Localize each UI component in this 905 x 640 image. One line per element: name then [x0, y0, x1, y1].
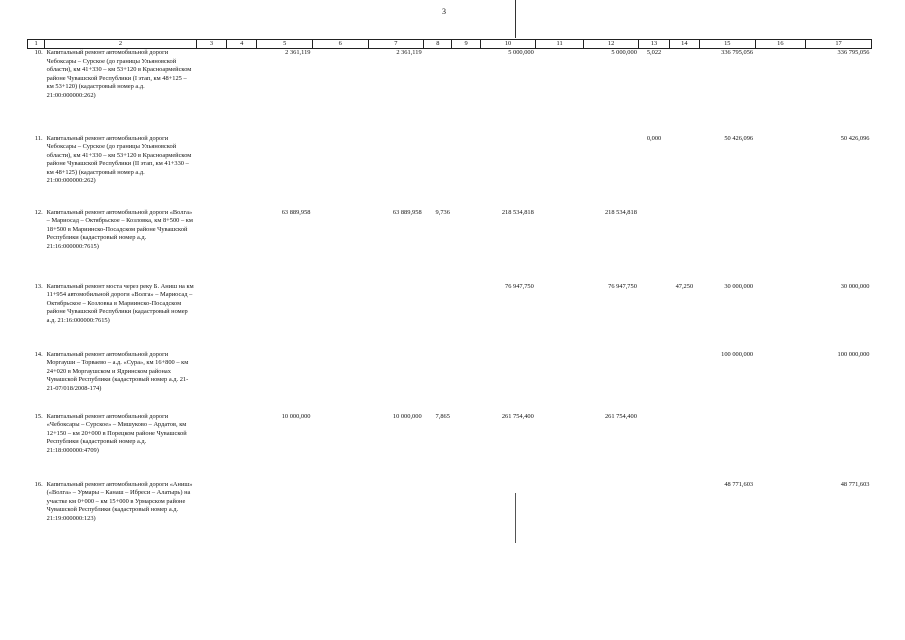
value-cell-17: [806, 209, 872, 283]
value-cell-12: [583, 351, 639, 413]
value-cell-9: [452, 351, 480, 413]
value-cell-5: [257, 481, 313, 541]
value-cell-15: 48 771,603: [724, 480, 754, 488]
value-cell-13: [639, 283, 669, 351]
value-cell-13: 5,022: [646, 49, 662, 56]
row-number: 11.: [34, 134, 43, 142]
value-cell-7: 63 889,958: [392, 208, 422, 216]
column-number-row: [28, 40, 872, 49]
value-cell-14: [669, 49, 699, 135]
value-cell-3: [196, 283, 226, 351]
value-cell-12: 76 947,750: [608, 282, 637, 290]
value-cell-4: [227, 351, 257, 413]
value-cell-11: [536, 49, 584, 135]
column-header: 4: [227, 40, 257, 49]
value-cell-3: [196, 413, 226, 481]
table-row: [28, 209, 872, 283]
column-header: 5: [257, 40, 313, 49]
column-header: 6: [312, 40, 368, 49]
value-cell-16: [755, 283, 806, 351]
value-cell-7: [368, 135, 424, 209]
value-cell-13: [639, 209, 669, 283]
object-name-cell: Капитальный ремонт автомобильной дороги «Аниш» («Волга» – Урмары – Канаш – Ибреси – Алатырь) на участке км 0+000 – км 15+000 в Урмарском районе Чувашской Республики (кадастровый номер а.д. 21:19:000000:123): [46, 480, 193, 522]
value-cell-8: 7,865: [435, 412, 450, 420]
value-cell-10: 261 754,400: [501, 412, 534, 420]
column-header: 8: [424, 40, 452, 49]
value-cell-12: 218 534,818: [604, 208, 637, 216]
value-cell-9: [452, 283, 480, 351]
row-number: 16.: [34, 480, 43, 488]
value-cell-14: [669, 135, 699, 209]
value-cell-9: [452, 413, 480, 481]
value-cell-6: [312, 481, 368, 541]
value-cell-11: [536, 413, 584, 481]
value-cell-3: [196, 209, 226, 283]
column-header: 3: [196, 40, 226, 49]
column-header: 2: [45, 40, 197, 49]
value-cell-16: [755, 209, 806, 283]
table-row: [28, 481, 872, 541]
object-name-cell: Капитальный ремонт автомобильной дороги «Волга» – Мариосад – Октябрьское – Козловка, км 8+500 – км 18+500 в Мариинско-Посадском районе Чувашской Республики (кадастровый номер а.д. 21:16:000000:7615): [46, 208, 193, 250]
column-header: 7: [368, 40, 424, 49]
value-cell-8: [424, 481, 452, 541]
vertical-rule-top: [515, 0, 516, 38]
value-cell-10: [480, 351, 536, 413]
column-header: 9: [452, 40, 480, 49]
value-cell-10: 5 000,000: [508, 49, 534, 56]
value-cell-3: [196, 351, 226, 413]
value-cell-6: [312, 49, 368, 135]
value-cell-17: 30 000,000: [840, 282, 870, 290]
object-name-cell: Капитальный ремонт автомобильной дороги Моргауши – Торваево – а.д. «Сура», км 16+800 – км 24+020 в Моргаушском и Ядринском районах Чувашской Республики (кадастровый номер а.д. 21-21-07/018/2008-174): [46, 350, 189, 392]
value-cell-12: 261 754,400: [604, 412, 637, 420]
value-cell-10: [480, 135, 536, 209]
value-cell-8: [424, 283, 452, 351]
value-cell-9: [452, 49, 480, 135]
value-cell-14: [669, 413, 699, 481]
value-cell-10: [480, 481, 536, 541]
value-cell-6: [312, 135, 368, 209]
value-cell-17: 48 771,603: [840, 480, 870, 488]
object-name-cell: Капитальный ремонт автомобильной дороги «Чебоксары – Сурское» – Мишуково – Ардатов, км 12+150 – км 20+000 в Порецком районе Чувашской Республики (кадастровый номер а.д. 21:18:000000:4709): [46, 412, 187, 454]
value-cell-10: 76 947,750: [505, 282, 534, 290]
column-header: 1: [28, 40, 45, 49]
value-cell-12: [583, 481, 639, 541]
column-header: 11: [536, 40, 584, 49]
value-cell-16: [755, 413, 806, 481]
value-cell-5: 63 889,958: [281, 208, 311, 216]
value-cell-5: [257, 351, 313, 413]
value-cell-4: [227, 481, 257, 541]
value-cell-3: [196, 135, 226, 209]
value-cell-13: [639, 413, 669, 481]
value-cell-17: [806, 413, 872, 481]
value-cell-4: [227, 413, 257, 481]
value-cell-15: [700, 413, 756, 481]
row-number: 15.: [34, 412, 43, 420]
value-cell-10: 218 534,818: [501, 208, 534, 216]
row-number: 13.: [34, 282, 43, 290]
value-cell-17: 50 426,096: [840, 134, 870, 142]
value-cell-16: [755, 49, 806, 135]
value-cell-11: [536, 351, 584, 413]
value-cell-7: 2 361,119: [396, 49, 422, 56]
value-cell-11: [536, 135, 584, 209]
table-row: [28, 351, 872, 413]
value-cell-17: 100 000,000: [837, 350, 870, 358]
object-name-cell: Капитальный ремонт автомобильной дороги Чебоксары – Сурское (до границы Ульяновской области), км 41+330 – км 53+120 в Красноармейском районе Чувашской Республики (II этап, км 41+330 – км 48+125) (кадастровый номер а.д. 21:00:000000:262): [46, 134, 192, 185]
value-cell-7: [368, 283, 424, 351]
value-cell-14: [669, 481, 699, 541]
value-cell-15: 50 426,096: [724, 134, 754, 142]
table-row: [28, 49, 872, 135]
column-header: 13: [639, 40, 669, 49]
value-cell-5: 10 000,000: [281, 412, 311, 420]
column-header: 10: [480, 40, 536, 49]
column-header: 14: [669, 40, 699, 49]
value-cell-5: [257, 135, 313, 209]
row-number: 12.: [34, 208, 43, 216]
page-number: 3: [442, 7, 446, 16]
value-cell-4: [227, 49, 257, 135]
row-number: 10.: [34, 49, 43, 56]
value-cell-14: [669, 351, 699, 413]
value-cell-3: [196, 49, 226, 135]
column-header: 17: [806, 40, 872, 49]
table-row: [28, 135, 872, 209]
value-cell-12: 5 000,000: [611, 49, 637, 56]
value-cell-6: [312, 283, 368, 351]
value-cell-8: [424, 351, 452, 413]
value-cell-9: [452, 481, 480, 541]
value-cell-11: [536, 209, 584, 283]
value-cell-8: [424, 135, 452, 209]
value-cell-8: [424, 49, 452, 135]
value-cell-16: [755, 351, 806, 413]
value-cell-5: [257, 283, 313, 351]
value-cell-7: 10 000,000: [392, 412, 422, 420]
column-header: 12: [583, 40, 639, 49]
value-cell-16: [755, 135, 806, 209]
value-cell-9: [452, 135, 480, 209]
row-number: 14.: [34, 350, 43, 358]
value-cell-6: [312, 351, 368, 413]
table-row: [28, 413, 872, 481]
value-cell-14: [669, 209, 699, 283]
value-cell-6: [312, 413, 368, 481]
value-cell-15: 336 795,056: [721, 49, 754, 56]
value-cell-12: [583, 135, 639, 209]
value-cell-15: [700, 209, 756, 283]
object-name-cell: Капитальный ремонт моста через реку Б. Аниш на км 11+954 автомобильной дороги «Волга» – Мариосад – Октябрьское – Козловка в Мариинско-Посадском районе Чувашской Республики (кадастровый номер а.д. 21:16:000000:7615): [46, 282, 194, 324]
object-name-cell: Капитальный ремонт автомобильной дороги Чебоксары – Сурское (до границы Ульяновской области), км 41+330 – км 53+120 в Красноармейском районе Чувашской Республики (I этап, км 48+125 – км 53+120) (кадастровый номер а.д. 21:00:000000:262): [46, 49, 192, 99]
value-cell-4: [227, 135, 257, 209]
value-cell-3: [196, 481, 226, 541]
value-cell-13: 0,000: [646, 134, 662, 142]
value-cell-7: [368, 351, 424, 413]
table-body: [28, 49, 872, 541]
value-cell-15: 30 000,000: [724, 282, 754, 290]
value-cell-11: [536, 283, 584, 351]
value-cell-6: [312, 209, 368, 283]
value-cell-5: 2 361,119: [285, 49, 311, 56]
value-cell-8: 9,736: [435, 208, 450, 216]
objects-table: [27, 39, 872, 541]
column-header: 15: [700, 40, 756, 49]
value-cell-13: [639, 481, 669, 541]
value-cell-9: [452, 209, 480, 283]
value-cell-4: [227, 209, 257, 283]
value-cell-7: [368, 481, 424, 541]
value-cell-14: 47,250: [675, 282, 694, 290]
value-cell-16: [755, 481, 806, 541]
value-cell-13: [639, 351, 669, 413]
column-header: 16: [755, 40, 806, 49]
table-row: [28, 283, 872, 351]
value-cell-4: [227, 283, 257, 351]
value-cell-11: [536, 481, 584, 541]
value-cell-17: 336 795,056: [837, 49, 870, 56]
value-cell-15: 100 000,000: [721, 350, 754, 358]
